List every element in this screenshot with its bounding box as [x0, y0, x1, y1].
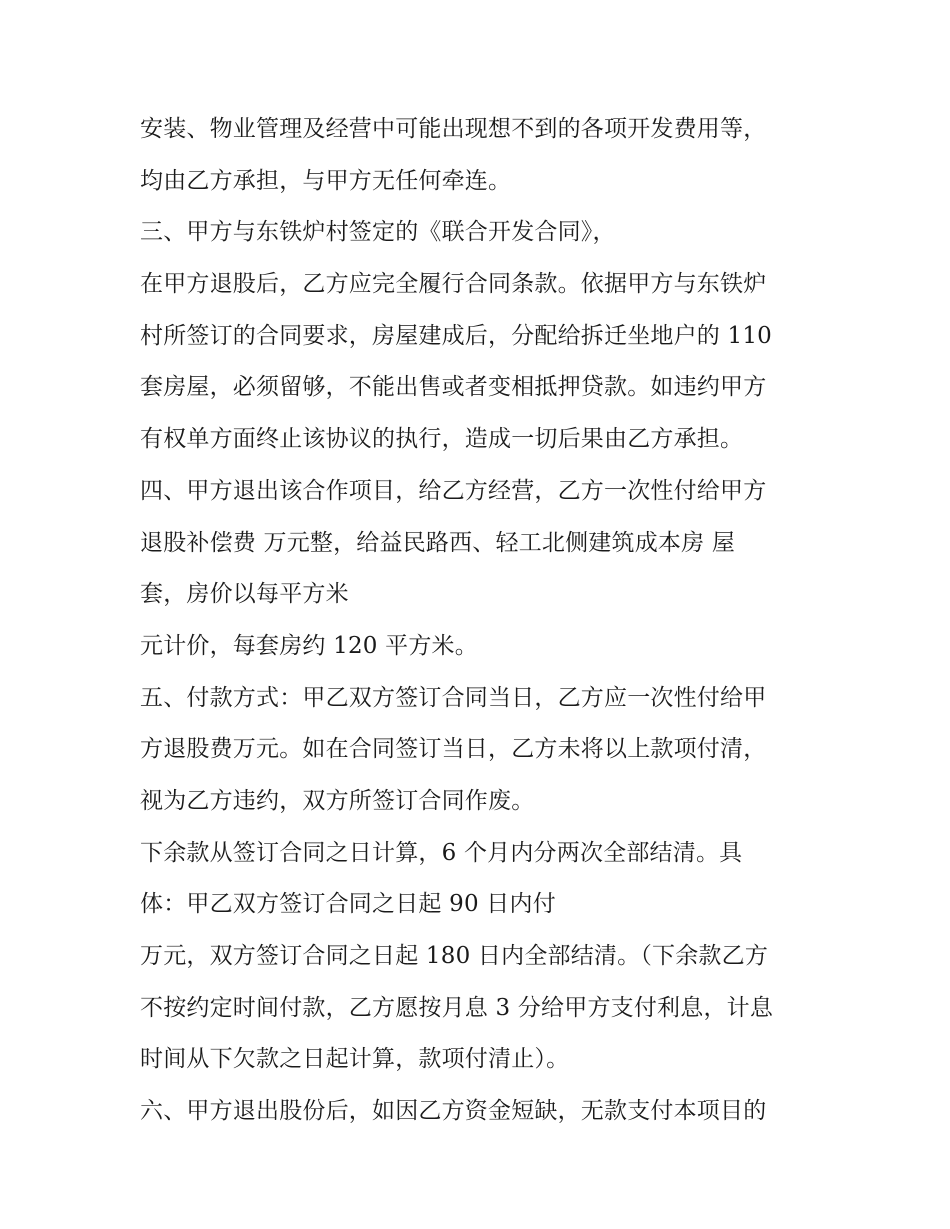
text-line-1: 安装、物业管理及经营中可能出现想不到的各项开发费用等，	[140, 116, 767, 142]
text-line-2: 均由乙方承担，与甲方无任何牵连。	[140, 167, 512, 194]
text-line-13: 方退股费万元。如在合同签订当日，乙方未将以上款项付清，	[140, 736, 767, 763]
text-line-17: 万元，双方签订合同之日起 180 日内全部结清。（下余款乙方	[140, 943, 769, 969]
text-line-10: 套，房价以每平方米	[140, 581, 349, 608]
text-line-4: 在甲方退股后，乙方应完全履行合同条款。依据甲方与东铁炉	[140, 271, 767, 298]
contract-text-body	[140, 104, 840, 1138]
text-line-15: 下余款从签订合同之日计算，6 个月内分两次全部结清。具	[140, 839, 743, 866]
text-line-16: 体：甲乙双方签订合同之日起 90 日内付	[140, 891, 556, 918]
clause-4-start: 四、甲方退出该合作项目，给乙方经营，乙方一次性付给甲方	[140, 477, 767, 504]
text-line-19: 时间从下欠款之日起计算，款项付清止）。	[140, 1046, 570, 1073]
text-line-14: 视为乙方违约，双方所签订合同作废。	[140, 787, 535, 814]
clause-5-start: 五、付款方式：甲乙双方签订合同当日，乙方应一次性付给甲	[140, 684, 767, 711]
text-line-9: 退股补偿费 万元整，给益民路西、轻工北侧建筑成本房 屋	[140, 529, 736, 556]
text-line-5: 村所签订的合同要求，房屋建成后，分配给拆迁坐地户的 110	[140, 322, 773, 349]
clause-3-heading: 三、甲方与东铁炉村签定的《联合开发合同》，	[140, 219, 616, 246]
clause-6-start: 六、甲方退出股份后，如因乙方资金短缺，无款支付本项目的	[140, 1098, 767, 1125]
text-line-11: 元计价，每套房约 120 平方米。	[140, 632, 478, 659]
text-line-18: 不按约定时间付款，乙方愿按月息 3 分给甲方支付利息，计息	[140, 994, 774, 1021]
text-line-6: 套房屋，必须留够，不能出售或者变相抵押贷款。如违约甲方	[140, 374, 767, 401]
text-line-7: 有权单方面终止该协议的执行，造成一切后果由乙方承担。	[140, 426, 744, 453]
